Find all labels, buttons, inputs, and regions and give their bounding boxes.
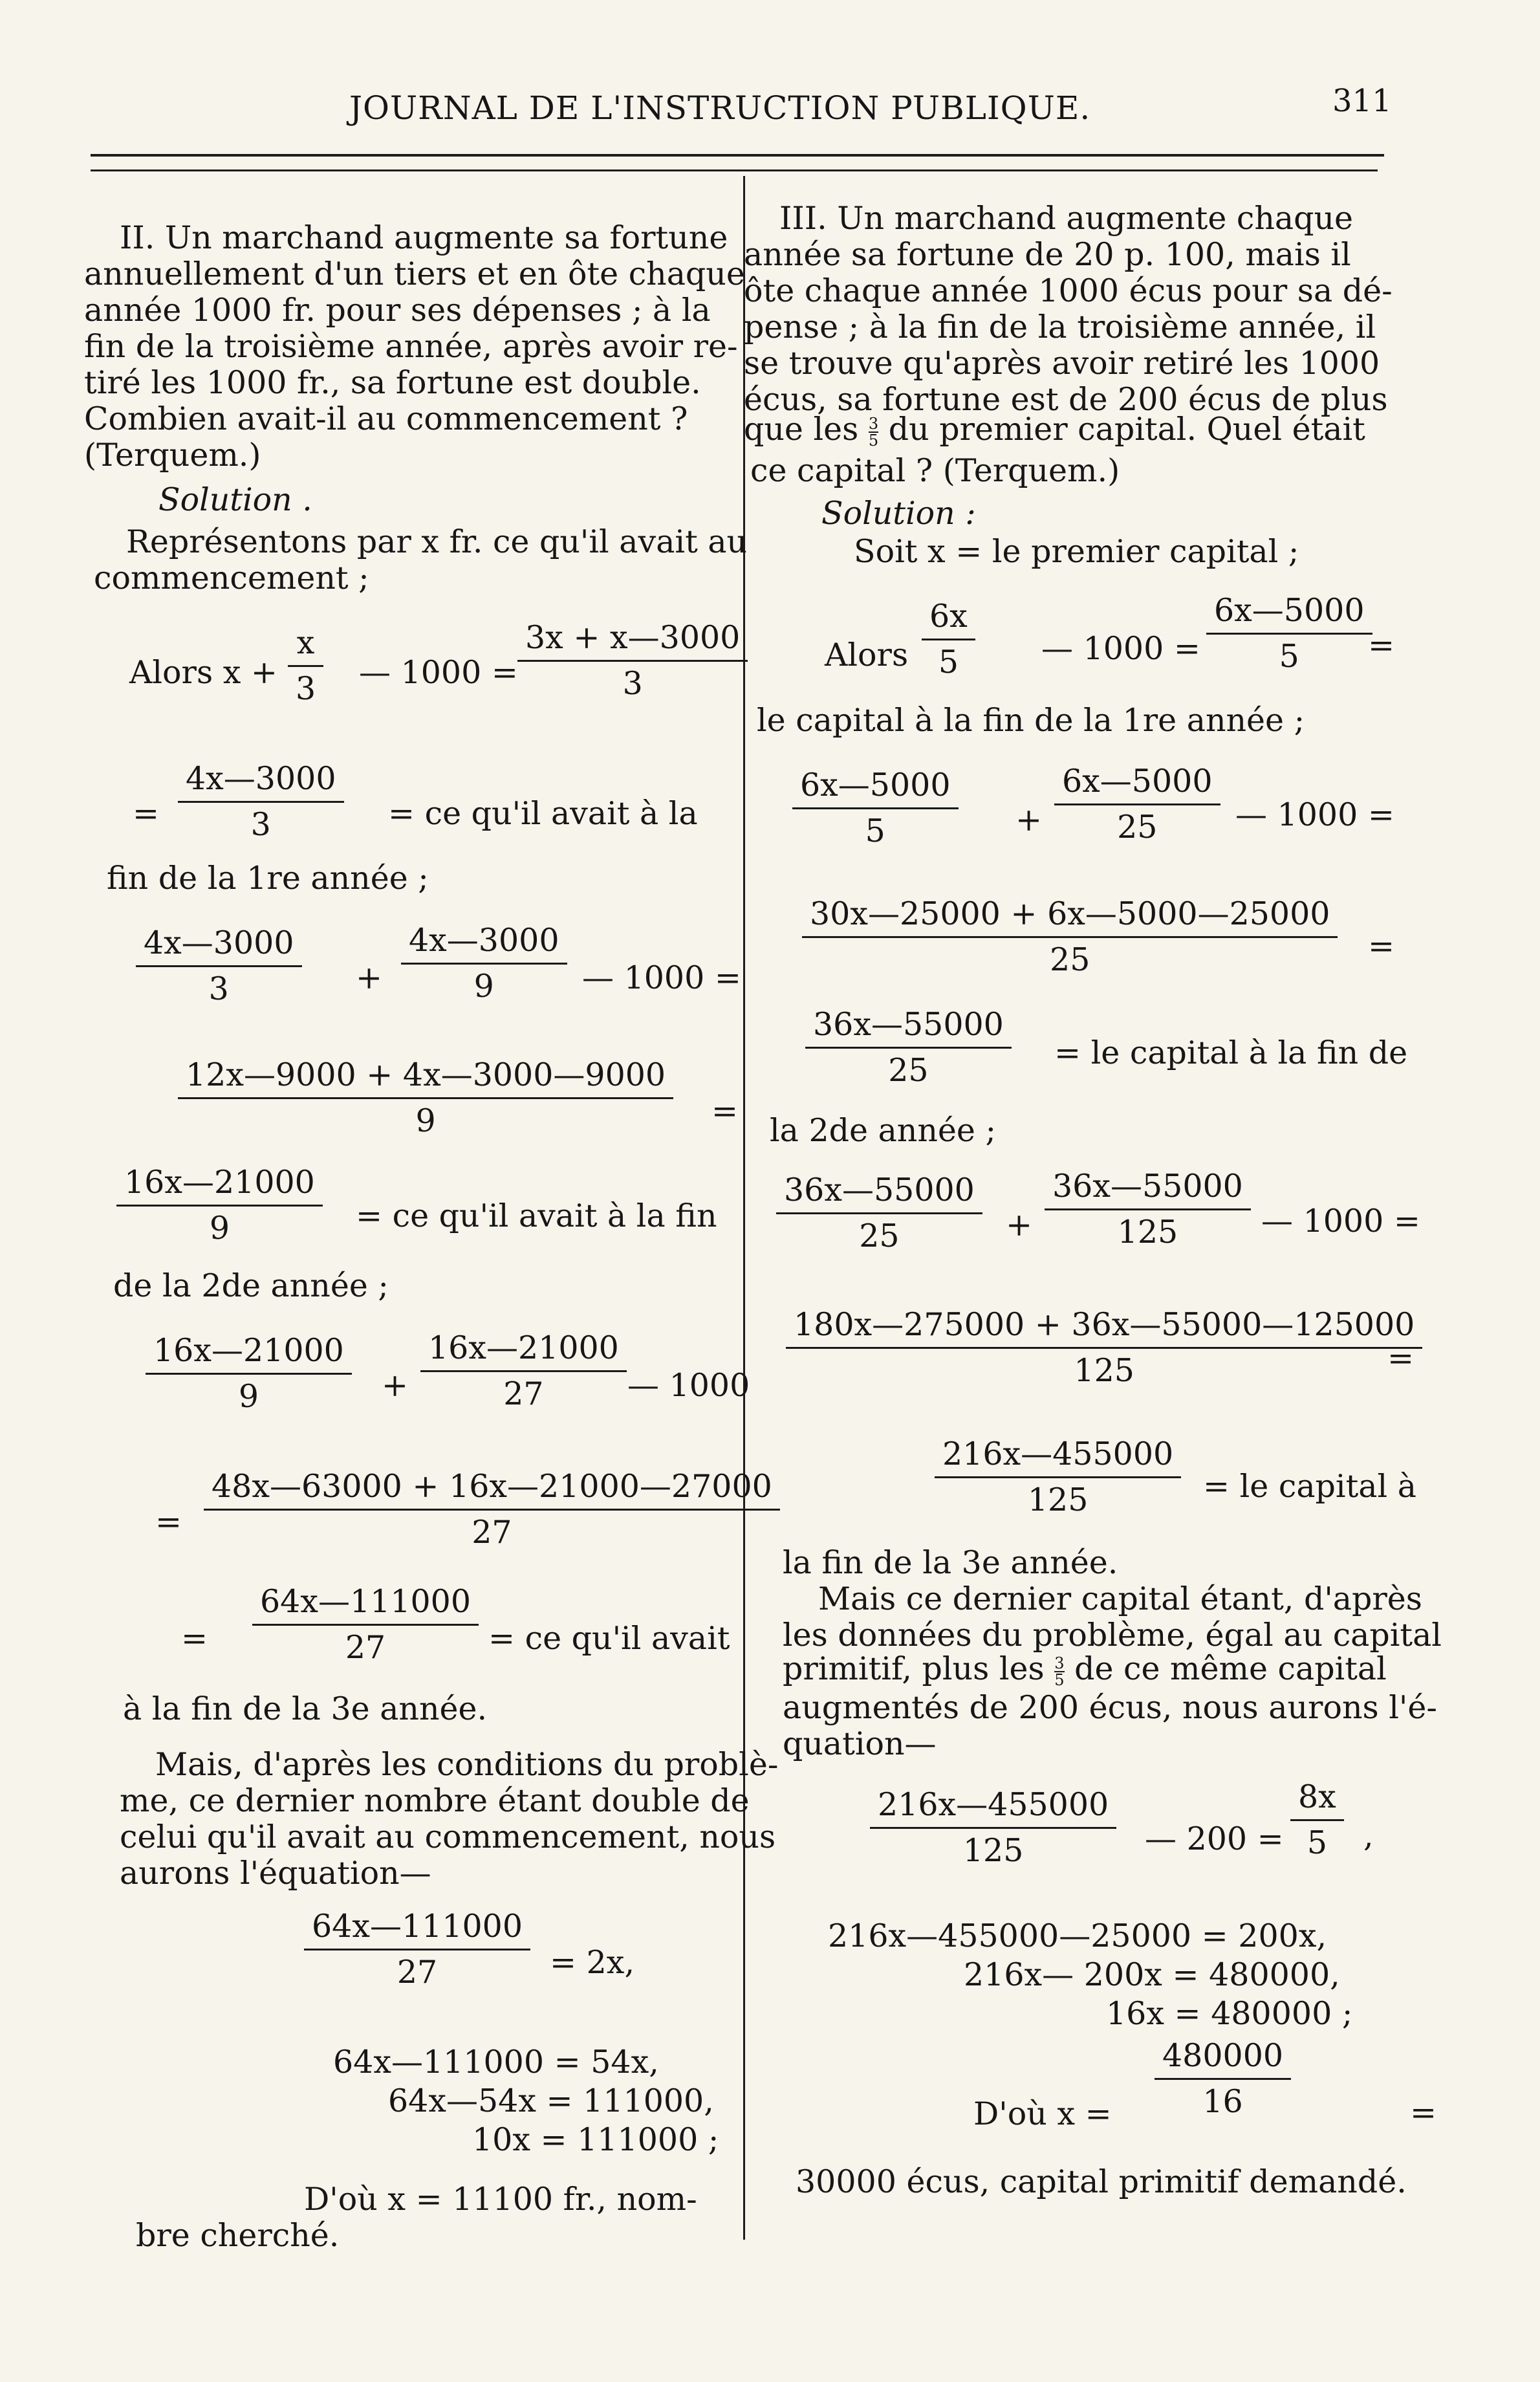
right-line-a: 216x—455000—25000 = 200x, [828, 1918, 1327, 1954]
numerator: 4x—3000 [409, 922, 559, 959]
left-problem-line-7: (Terquem.) [84, 437, 261, 474]
denominator: 5 [1307, 1824, 1327, 1861]
page-header-title: JOURNAL DE L'INSTRUCTION PUBLIQUE. [349, 89, 1091, 127]
numerator: 30x—25000 + 6x—5000—25000 [810, 895, 1330, 932]
left-minus-1000-eq-2: — 1000 = [582, 959, 741, 996]
fraction-bar [136, 965, 302, 967]
right-text-cap-2b: la 2de année ; [770, 1112, 996, 1149]
numerator: 64x—111000 [260, 1583, 472, 1620]
left-minus-1000: — 1000 [627, 1367, 750, 1404]
right-final-line: 30000 écus, capital primitif demandé. [796, 2163, 1407, 2200]
denominator: 27 [396, 1954, 438, 1991]
left-mais-line-3: celui qu'il avait au commencement, nous [120, 1819, 776, 1855]
fraction-bar [146, 1373, 352, 1375]
right-equals-trailing-2: = [1368, 928, 1395, 965]
right-solution-label: Solution : [821, 495, 976, 532]
left-alors-label: Alors x + [129, 654, 277, 691]
fraction-bar [776, 1212, 982, 1214]
left-equals-leading-2: = [155, 1503, 182, 1540]
right-problem-line-7 [744, 411, 1365, 448]
right-problem-line-4: pense ; à la fin de la troisième année, il [744, 309, 1376, 345]
sf-num: 3 [1054, 1654, 1065, 1672]
right-mais-line-2: les données du problème, égal au capital [783, 1617, 1442, 1654]
numerator: 36x—55000 [1052, 1168, 1243, 1205]
fraction-bar [1155, 2078, 1291, 2080]
numerator: 8x [1298, 1778, 1336, 1815]
right-fraction-2 [1206, 593, 1372, 675]
numerator: 480000 [1162, 2037, 1284, 2074]
denominator: 125 [962, 1832, 1024, 1869]
de-ce-meme-text: de ce même capital [1074, 1650, 1387, 1687]
left-fraction-3 [178, 761, 344, 843]
left-solution-label: Solution . [158, 481, 312, 518]
left-problem-line-2: annuellement d'un tiers et en ôte chaque [84, 256, 745, 292]
sf-num: 3 [868, 414, 879, 433]
fraction-bar [288, 665, 323, 667]
fraction-bar [935, 1476, 1181, 1478]
denominator: 5 [1279, 638, 1299, 675]
denominator: 125 [1027, 1481, 1089, 1518]
right-fraction-8 [1045, 1168, 1251, 1251]
numerator: 216x—455000 [942, 1436, 1174, 1472]
numerator: 4x—3000 [144, 924, 294, 961]
fraction-bar [178, 801, 344, 803]
fraction-bar [116, 1205, 323, 1207]
left-fraction-2 [517, 620, 748, 702]
fraction-bar [805, 1047, 1012, 1049]
right-equals-trailing-3: = [1387, 1340, 1415, 1377]
left-minus-1000-eq: — 1000 = [359, 654, 518, 691]
left-fraction-9 [420, 1330, 627, 1412]
right-line-b: 216x— 200x = 480000, [964, 1956, 1340, 1993]
left-fraction-5 [401, 923, 567, 1005]
denominator: 5 [865, 813, 885, 849]
numerator: x [296, 624, 315, 661]
right-equals-trailing-1: = [1368, 627, 1395, 664]
numerator: 6x—5000 [800, 767, 951, 803]
left-line-a: 64x—111000 = 54x, [333, 2044, 659, 2081]
left-text-ce-3: = ce qu'il avait [488, 1620, 730, 1657]
fraction-bar [1290, 1819, 1344, 1821]
left-text-ce-2: = ce qu'il avait à la fin [356, 1197, 717, 1234]
left-line-b: 64x—54x = 111000, [388, 2082, 714, 2119]
left-line-c: 10x = 111000 ; [472, 2121, 719, 2158]
left-plus-2: + [382, 1367, 409, 1404]
que-les-text: que les [744, 411, 859, 448]
right-problem-line-2: année sa fortune de 20 p. 100, mais il [744, 236, 1351, 273]
left-text-ce-1: = ce qu'il avait à la [388, 795, 698, 832]
denominator: 27 [472, 1514, 512, 1551]
right-text-cap-3a: = le capital à [1203, 1468, 1416, 1505]
numerator: 180x—275000 + 36x—55000—125000 [794, 1306, 1415, 1343]
left-problem-line-3: année 1000 fr. pour ses dépenses ; à la [84, 292, 711, 329]
right-plus-1: + [1015, 802, 1043, 838]
numerator: 16x—21000 [124, 1164, 315, 1201]
right-fraction-5 [802, 896, 1338, 978]
left-mais-line-2: me, ce dernier nombre étant double de [120, 1782, 750, 1819]
header-rule-top [91, 154, 1384, 157]
denominator: 9 [415, 1102, 436, 1139]
fraction-bar [178, 1097, 673, 1099]
left-fraction-8 [146, 1333, 352, 1415]
right-fraction-13 [1155, 2038, 1291, 2120]
right-mais-line-4: augmentés de 200 écus, nous aurons l'é- [783, 1689, 1437, 1726]
right-problem-line-1: III. Un marchand augmente chaque [779, 200, 1354, 237]
left-plus-1: + [356, 959, 383, 996]
fraction-bar [252, 1624, 479, 1626]
denominator: 5 [938, 644, 959, 681]
small-fraction-three-fifths [868, 414, 879, 450]
left-fraction-6 [178, 1057, 673, 1139]
left-mais-line-1: Mais, d'après les conditions du problè- [155, 1746, 779, 1783]
numerator: 6x—5000 [1214, 592, 1365, 629]
right-fraction-11 [870, 1787, 1116, 1869]
numerator: 3x + x—3000 [525, 619, 741, 656]
right-text-cap-1: le capital à la fin de la 1re année ; [757, 702, 1305, 739]
denominator: 3 [622, 665, 643, 702]
left-text-fin-1: fin de la 1re année ; [107, 860, 429, 897]
right-mais-line-3 [783, 1651, 1387, 1687]
right-fraction-4 [1054, 763, 1220, 846]
left-mais-line-4: aurons l'équation— [120, 1855, 431, 1892]
right-line-c: 16x = 480000 ; [1106, 1995, 1353, 2032]
primitif-text: primitif, plus les [783, 1650, 1045, 1687]
denominator: 27 [503, 1375, 544, 1412]
right-fraction-7 [776, 1172, 982, 1254]
left-fraction-10 [204, 1469, 780, 1551]
du-premier-text: du premier capital. Quel était [888, 411, 1365, 448]
right-minus-1000-eq-2: — 1000 = [1235, 796, 1394, 833]
denominator: 125 [1117, 1214, 1178, 1251]
right-equals-trailing-4: = [1410, 2094, 1437, 2131]
left-fraction-12 [304, 1908, 530, 1991]
left-bre-line: bre cherché. [136, 2217, 340, 2254]
fraction-bar [1206, 633, 1372, 635]
denominator: 27 [345, 1629, 386, 1666]
right-text-cap-3b: la fin de la 3e année. [783, 1544, 1118, 1581]
left-eq-2x: = 2x, [550, 1944, 635, 1981]
fraction-bar [802, 936, 1338, 938]
fraction-bar [304, 1949, 530, 1950]
left-problem-line-4: fin de la troisième année, après avoir re- [84, 328, 738, 365]
right-comma: , [1363, 1817, 1374, 1854]
right-alors-label: Alors [825, 637, 909, 673]
right-fraction-3 [792, 767, 959, 849]
right-soit-line: Soit x = le premier capital ; [854, 533, 1299, 570]
denominator: 25 [859, 1218, 900, 1254]
numerator: 36x—55000 [784, 1172, 975, 1208]
right-problem-line-6: écus, sa fortune est de 200 écus de plus [744, 381, 1388, 418]
right-dou-label: D'où x = [973, 2095, 1112, 2132]
denominator: 9 [209, 1210, 230, 1247]
left-fraction-4 [136, 925, 302, 1007]
numerator: 16x—21000 [428, 1329, 619, 1366]
left-text-fin-3: à la fin de la 3e année. [123, 1690, 488, 1727]
page-number: 311 [1332, 83, 1392, 119]
left-intro-line-2: commencement ; [94, 560, 369, 596]
denominator: 9 [238, 1378, 259, 1415]
right-problem-line-5: se trouve qu'après avoir retiré les 1000 [744, 345, 1380, 382]
left-dou-line: D'où x = 11100 fr., nom- [304, 2181, 697, 2218]
denominator: 3 [208, 970, 229, 1007]
header-rule-bottom [91, 169, 1378, 171]
denominator: 3 [250, 806, 271, 843]
fraction-bar [792, 807, 959, 809]
fraction-bar [517, 660, 748, 662]
right-minus-1000-eq-3: — 1000 = [1261, 1203, 1420, 1240]
numerator: 64x—111000 [312, 1908, 523, 1945]
right-fraction-10 [935, 1436, 1181, 1518]
fraction-bar [420, 1370, 627, 1372]
denominator: 16 [1202, 2083, 1243, 2120]
numerator: 6x [929, 598, 968, 635]
numerator: 4x—3000 [186, 760, 336, 797]
denominator: 3 [296, 670, 316, 707]
right-fraction-1 [922, 598, 975, 681]
fraction-bar [1054, 803, 1220, 805]
fraction-bar [401, 963, 567, 965]
sf-den: 5 [868, 431, 879, 450]
right-mais-line-5: quation— [783, 1725, 937, 1762]
right-fraction-9 [786, 1307, 1422, 1389]
right-mais-line-1: Mais ce dernier capital étant, d'après [818, 1580, 1422, 1617]
denominator: 25 [888, 1052, 929, 1089]
right-text-cap-2a: = le capital à la fin de [1054, 1034, 1408, 1071]
small-fraction-three-fifths-2 [1054, 1656, 1064, 1687]
left-problem-line-6: Combien avait-il au commencement ? [84, 400, 688, 437]
right-fraction-6 [805, 1007, 1012, 1089]
left-fraction-7 [116, 1164, 323, 1247]
fraction-bar [204, 1509, 780, 1511]
sf-den: 5 [1054, 1670, 1065, 1689]
denominator: 9 [473, 968, 494, 1005]
left-fraction-1 [288, 625, 323, 707]
right-minus-1000-eq: — 1000 = [1041, 630, 1200, 667]
left-intro-line-1: Représentons par x fr. ce qu'il avait au [126, 523, 748, 560]
denominator: 125 [1074, 1352, 1134, 1389]
left-equals-leading-3: = [181, 1620, 208, 1657]
numerator: 48x—63000 + 16x—21000—27000 [211, 1468, 772, 1505]
numerator: 216x—455000 [878, 1786, 1109, 1823]
numerator: 36x—55000 [813, 1006, 1004, 1043]
right-plus-2: + [1006, 1207, 1033, 1243]
left-equals-sign: = [133, 795, 160, 832]
right-problem-line-8: ce capital ? (Terquem.) [750, 452, 1120, 489]
denominator: 25 [1117, 809, 1158, 846]
numerator: 6x—5000 [1062, 763, 1213, 800]
column-divider [743, 176, 745, 2240]
denominator: 25 [1050, 941, 1090, 978]
left-problem-line-5: tiré les 1000 fr., sa fortune est double. [84, 364, 701, 401]
fraction-bar [786, 1347, 1422, 1349]
numerator: 12x—9000 + 4x—3000—9000 [186, 1056, 666, 1093]
fraction-bar [870, 1827, 1116, 1829]
right-fraction-12 [1290, 1779, 1344, 1861]
right-minus-200-eq: — 200 = [1145, 1820, 1284, 1857]
fraction-bar [922, 639, 975, 640]
left-fraction-11 [252, 1584, 479, 1666]
left-text-fin-2: de la 2de année ; [113, 1267, 389, 1304]
left-equals-trailing-1: = [711, 1093, 739, 1130]
numerator: 16x—21000 [153, 1332, 344, 1369]
left-problem-line-1: II. Un marchand augmente sa fortune [120, 219, 728, 256]
right-problem-line-3: ôte chaque année 1000 écus pour sa dé- [744, 272, 1393, 309]
fraction-bar [1045, 1208, 1251, 1210]
